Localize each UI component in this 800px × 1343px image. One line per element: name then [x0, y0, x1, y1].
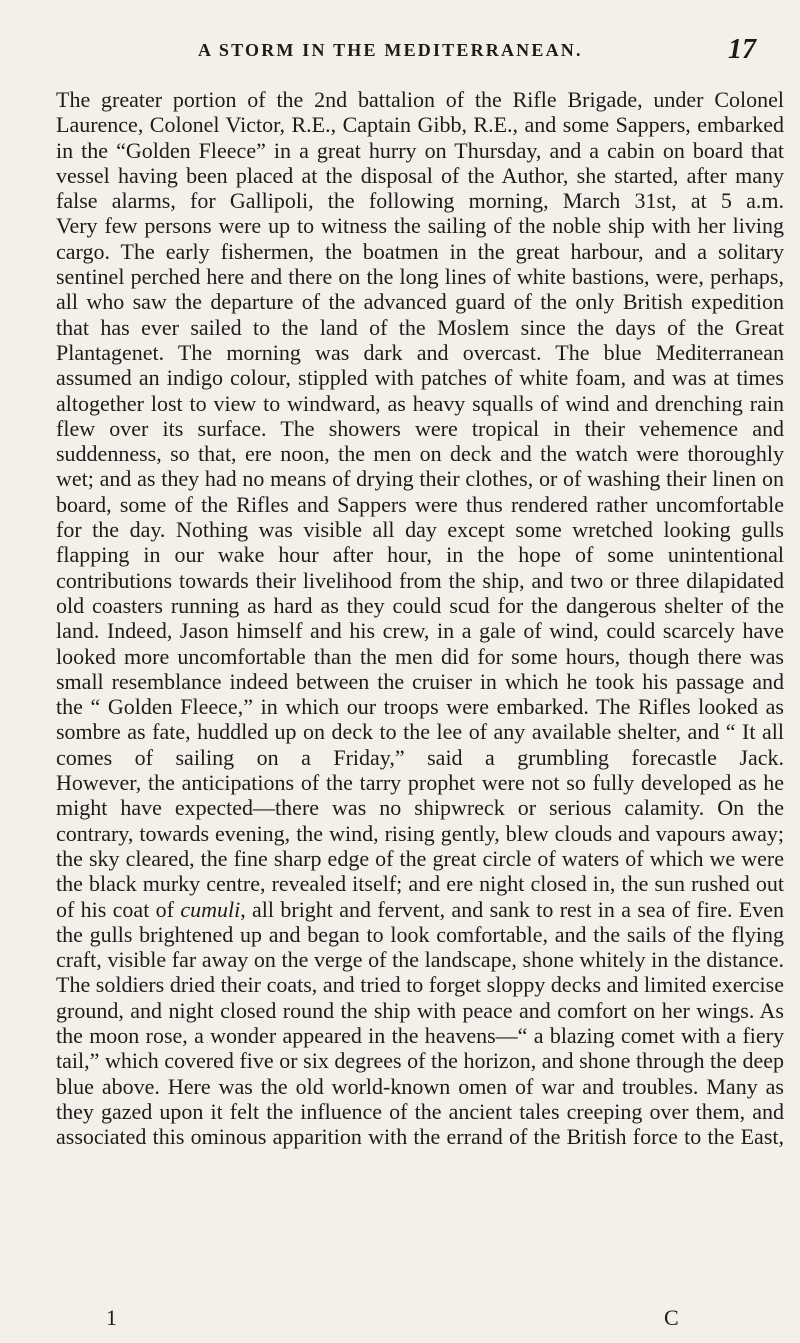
running-head [0, 34, 800, 70]
running-title: A STORM IN THE MEDITERRANEAN. [198, 40, 583, 60]
body-text [56, 87, 784, 1149]
italic-word: cumuli [180, 896, 241, 922]
signature-number: 1 [106, 1305, 117, 1330]
paragraph-2: Very few persons were up to witness the sailing of the noble ship with her living cargo. The early fishermen, the boatmen in the great harbour, and a solitary sentinel perched here and there on the long lines of white bastions, were, perhaps, all who saw the departure of the advanced guard of the only British expedition that has ever sailed to the land of the Moslem since the days of the Great Plantagenet. The morning was dark and overcast. The blue Mediterranean assumed an indigo colour, stippled with patches of white foam, and was at times altogether lost to view to windward, as heavy squalls of wind and drenching rain flew over its surface. The showers were tropical in their vehemence and suddenness, so that, ere noon, the men on deck and the watch were thoroughly wet; and as they had no means of drying their clothes, or of washing their linen on board, some of the Rifles and Sappers were thus rendered rather uncomfortable for the day. Nothing was visible all day except some wretched looking gulls flapping in our wake hour after hour, in the hope of some unintentional contributions towards their livelihood from the ship, and two or three dilapidated old coasters running as hard as they could scud for the dangerous shelter of the land. Indeed, Jason himself and his crew, in a gale of wind, could scarcely have looked more uncomfortable than the men did for some hours, though there was small resemblance indeed between the cruiser in which he took his passage and the “ Golden Fleece,” in which our troops were embarked. The Rifles looked as sombre as fate, huddled up on deck to the lee of any available shelter, and “ It all comes of sailing on a Friday,” said a grumbling forecastle Jack. [56, 213, 784, 770]
signature-letter: C [664, 1305, 679, 1330]
paragraph-3: However, the anticipations of the tarry prophet were not so fully developed as he might have expected—there was no shipwreck or serious calamity. On the contrary, towards evening, the wind, rising gently, blew clouds and vapours away; the sky cleared, the fine sharp edge of the great circle of waters of which we were the black murky centre, revealed itself; and ere night closed in, the sun rushed out of his coat of cumuli, all bright and fervent, and sank to rest in a sea of fire. Even the gulls brightened up and began to look comfortable, and the sails of the flying craft, visible far away on the verge of the landscape, shone whitely in the distance. The soldiers dried their coats, and tried to forget sloppy decks and limited exercise ground, and night closed round the ship with peace and comfort on her wings. As the moon rose, a wonder appeared in the heavens—“ a blazing comet with a fiery tail,” which covered five or six degrees of the horizon, and shone through the deep blue above. Here was the old world-known omen of war and troubles. Many as they gazed upon it felt the influence of the ancient tales creeping over them, and associated this ominous apparition with the errand of the British force to the East, [56, 770, 784, 1150]
paragraph-1: The greater portion of the 2nd battalion of the Rifle Brigade, under Colonel Laurence, Colonel Victor, R.E., Captain Gibb, R.E., and some Sappers, embarked in the “Golden Fleece” in a great hurry on Thursday, and a cabin on board that vessel having been placed at the disposal of the Author, she started, after many false alarms, for Gallipoli, the following morning, March 31st, at 5 a.m. [56, 87, 784, 214]
page-number: 17 [728, 34, 756, 65]
signature-line [0, 1305, 800, 1335]
